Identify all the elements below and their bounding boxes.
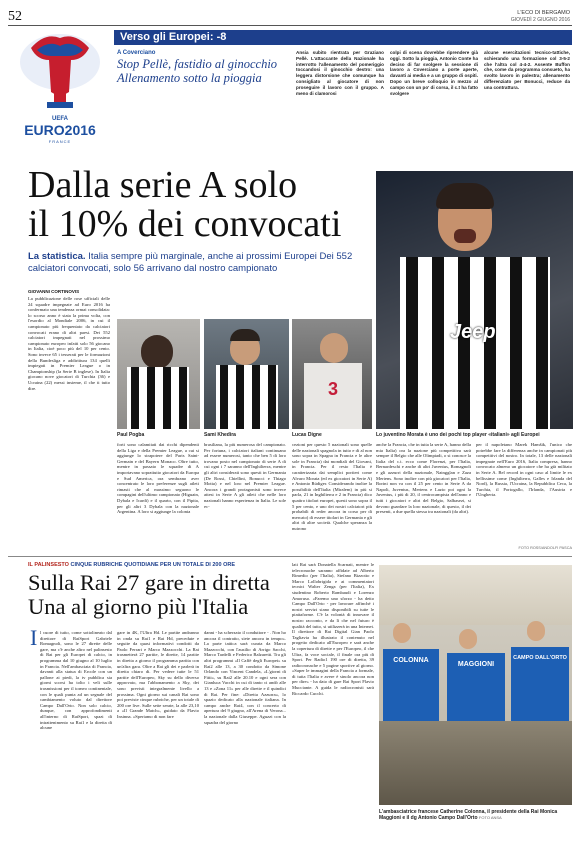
story2-dropcap: I xyxy=(30,625,38,650)
story2-column-3: danni - ha scherzato il conduttore - . Non ho ancora il contratto, siete ancora in tempo». La parte tattica sarà curata da Marco Mazzocchi, con l'ausilio di Arrigo Sacchi, Marco Tardelli e Federico Balzaretti. Tra gli altri programmi «Il Caffè degli Europei» su Rai2 alle 13, a 30 condotto da Simone Orlando con Vincent Candela, «L'giorni di Fitti», su Rai2 alle 20.10 e ogni sera con Gianluca Vacchi in cui di tanto ci andò alle 13 e «Zona 11» per alle dirette e il quindici di Rai. Per fine: «Diretta Azzurra», lo spazio dedicato alla nazionale italiana. In campo anche Rai4, con il concerto di apertura del 9 giugno, all'Arena di Verona... la nazionale dalla Giuseppe. Aguzzi con la squadra del giorno xyxy=(204,630,286,725)
logo-uefa-text: UEFA xyxy=(51,116,68,122)
brief-kicker: A Coverciano xyxy=(117,50,156,56)
story2-column-2: gare in 4K, l'Ultra Hd. Le partite andranno in onda su Rai1 e Rai Hd, precedute e seguite da quasi informativi condotti da Paolo Ferrari e Marco Mazzocchi. La Rai trasmetterà 27 partite, le dirette, 14 partite in diretta a giorno il programma partita con un'altra gara. Oltre a Rai gli dei e parlerà in diretta chiaro di. Per vedere tutte le 51 partite dell'Europeo, Sky su dello diverso approvato, ma l'abbonamento a Sky, dei sono previsti integralmente livello a prossima. Ogni giorno sui canali Rai sono poi previste cinque rubriche, per un totale di 200 ore live. Sulle sette serate, la alle 23,10 a «Il Grande Match», guidato da Flavio Insinna. «Speriamo di non fare xyxy=(117,630,199,719)
brief-headline: Stop Pellè, fastidio al ginocchio Allenamento sotto la pioggia xyxy=(117,57,278,85)
logo-euro-text: EURO2016 xyxy=(24,122,96,138)
masthead-rule xyxy=(8,25,572,26)
photo-rai-credit: FOTO ANSA xyxy=(478,815,502,821)
brief-column-2: colpi di scena dovrebbe riprendere già oggi. Sotto la pioggia, Antonio Conte ha deciso di far svolgere la sessione di lavoro a Coverciano a porte aperte, davanti ai media e a un gruppo di ospiti. Dopo un breve colloquio in mezzo al campo con un po' di corsa, il c.t ha fatto svolgere xyxy=(390,50,478,96)
story-separator xyxy=(8,556,572,557)
photo-caption-morata: Lo juventino Morata è uno dei pochi top player «italiani» agli Europei xyxy=(376,432,540,438)
photo-caption-pogba: Paul Pogba xyxy=(117,432,145,438)
story1-column-6: per il napoletano Marek Hamšik, l'unico che potrebbe fare la differenza anche in campionati più competitivi del nostro. In totale, 13 delle nazionali impegnate nell'Euro 2016, Italia compresa, hanno convocato almeno un giocatore che ha già militato in Serie A. Bel record in ogni caso al limite le ex bellissime come (Inghilterra, Galles e Irlanda del Nord), la Russia, l'Ucraina, la Repubblica Ceca, la Turchia, il Portogallo, l'Irlanda, l'Austria e l'Ungheria. xyxy=(476,442,572,498)
brief-column-1: Ansia subito rientrata per Graziano Pellè. L'attaccante della Nazionale ha interrotto l'allenamento del pomeriggio toccandosi il ginocchio destro: una leggera distorsione che comunque ha consigliato al giocatore di non proseguire il lavoro con il gruppo. A meno di clamorosi xyxy=(296,50,384,96)
photo-caption-khedira: Sami Khedira xyxy=(204,432,236,438)
jersey-label-1: COLONNA xyxy=(393,657,429,664)
story1-headline-line1: Dalla serie A solo xyxy=(28,164,298,206)
story1-column-2: forti sono calamitati dai ricchi dipendenti della Liga e della Premier League, a cui si aggiunge lo strapotere del Paris Saint-Germain e del Bayern Monaco. Oltre tutto, mentre in passato le squadre di A importavano soprattutto giocatori da Europa e Sud America, ora sembrano aver concentrato le loro preferenze sugli atleti rimasti che al massimo seguono le compagini dell'ultimo campionato (Higuain, Dybala e Icardi) e il quarto, con il Pipita, per gli altri 3 Dybala con la nazionale Argentina. A loro si aggiunge la colonia xyxy=(117,442,199,515)
photo-credit-story1: FOTO ROSS/ANDOLFI PASCA xyxy=(518,546,572,550)
story1-subhead-text: Italia sempre più marginale, anche ai prossimi Europei Dei 552 calciatori convocati, solo 56 arrivano dal nostro campionato xyxy=(28,251,353,274)
page-number: 52 xyxy=(8,9,22,24)
story2-headline-line1: Sulla Rai 27 gare in diretta xyxy=(28,570,270,595)
story2-section-tag: IL PALINSESTO xyxy=(28,562,69,568)
euro2016-logo xyxy=(11,30,109,148)
photo-caption-digne: Lucas Digne xyxy=(292,432,322,438)
brief-column-3: alcune esercitazioni tecnico-tattiche, schierando una formazione col 3-5-2 che l'altra col 4-4-2. Assente Buffon che, come da programma consueto, ha svolto lavoro in palestra; allenamento differenziato per Bonucci, reduce da una contrattura. xyxy=(484,50,570,90)
story1-byline: GIOVANNI CORTINOVIS xyxy=(28,289,80,294)
story2-column-4: lati Rai sarà Donatella Scarnati, mentre le telecronache saranno affidate ad Alberto Rimedio (per l'Italia), Stefano Bizzotto e Marco Lollobrigida e ai commentatori tecnici Walter Zenga (per l'Italia), Ex studentino Roberto Rambaudi e Lorenzo Amoruso. «Faremo uno sforzo - ha detto Campo Dall'Orto - per lavorare affinché i nostri servizi siano disponibili su tutte le piattaforme. C'è la volontà di innovare il nostro racconto, e da lì che nel futuro è qualità del tutto, si utilizzerà in una Internet. Il direttore di Rai Digital Gian Paolo Tagliavia ha illustrato il contenuto nel progetto dedicato all'Europeo e sarà anche la copertura di dirette e per l'Europeo, il che Ultra, fa voce sociale, il finale ora più di Sport. Per Radio1 190 ore di diretta, 39 radiocronache e 5 pagine sportive al giorno. «Saper le immagini della Francia a formale, di tutta l'Italia e avere è sinolo ancora non per dire» - ha dato di gare Rai Sport Flavio Mucciante. A guida le radiocronisti sarà Riccardo Cucchi. xyxy=(292,562,374,696)
photo-pogba xyxy=(117,319,200,429)
photo-digne: 3 xyxy=(292,319,372,429)
story2-column-1: l cuore di tutto, come sottolineato dal direttore di RaiSport Gabriele Romagnoli, sono le 27 dirette delle gare, ma c'è anche altro nel palinsesto di Rai per gli Europei di calcio, in programma dal 10 giugno al 10 luglio in Francia. Nell'ambasciata di Francia, davanti alla statua di Ercole con un pallone ai piedi, la tv pubblica sia giorni scorsi ha tolto i veli sulle trasmissioni per il torneo continentale, con le quali punta ad un segnale del cambiamento voluto dal direttore Campo Dall'Orto. Non solo calcio, dunque, con approfondimenti all'interno di RaiSport, spazi di intrattenimento su Rai1 e la diretta di alcune xyxy=(40,630,112,731)
story1-headline-line2: il 10% dei convocati xyxy=(28,203,342,245)
photo-morata: Jeep xyxy=(376,171,573,429)
story2-headline-line2: Una al giorno più l'Italia xyxy=(28,594,249,619)
section-banner-label: Verso gli Europei: -8 xyxy=(120,31,227,43)
story1-subhead xyxy=(28,251,388,275)
story1-column-4: cezioni per questo 5 nazionali sono quelle delle nazionali spagnola in tutto e di al non sono sopra in Spagna in Francia e le altre sole in Francia) dai mondiali del Giovani, in Francia. Per il resto l'Italia è caratterizzata dai semplici portieri come Alvaro Morata (ed ex giocatori in Serie A) e Antonio Rüdiger. Considerando inoltre la possibilità dell'Italia (Miralem) in più si parla, 21 in Inghilterra e 2 in Francia) dico quattro titolari europei, questi sono sopra il 5 per cento, e uno dei nostri calciatori più probabili di reder ancora in corso per di mercato) di essere titolari in Germania e gli altri di altre società. Qualche speranza la nutrono xyxy=(292,442,372,531)
story1-subhead-lead: La statistica. xyxy=(28,251,86,262)
photo-rai-caption xyxy=(379,809,572,821)
issue-date: GIOVEDÌ 2 GIUGNO 2016 xyxy=(510,17,570,23)
logo-country-text: FRANCE xyxy=(48,139,72,144)
newspaper-name: L'ECO DI BERGAMO xyxy=(517,10,570,16)
story1-column-5: anche la Francia, che in tutta la serie A, hanno della mia Italia) ora la nazione più competitiva sarà sempre il Belgio che alle Olimpiadi, o si conosce la Italia del c.t. ecco come Florenzi, per l'Italia, Bernardeschi e anche di altri Juventus, Romagnoli e gli azzurri della nazionale, Naingglan e Zaza Mertens. Sono inoltre con più giocatori per l'Italia, Borini non va con il 25 per cento in Serie A da Napoli, Juventus, Mertens e Lazio poi ogni la Juventus, i più di 20, il centrocampista dell'anno e tutti i giocatori e altri del Belgio, Salbasezi, si devono guardare la loro nazionale, di questo, il dei presenti, a due quella stessa tra nazionali (da altri). xyxy=(376,442,471,515)
story1-column-3: brasiliana, la più numerosa del campionato. Per fortuna, i calciatori italiani continuano ad essere numerosi, tanto che ben 5 di loro trovano posto nel campionato di serie A di cui ogni i 7 saranno dell'Inghilterra, mentre gli altri considerati sono questi in Germania (De Rossi, Chiellini, Bonucci e Thiago Motta) e nel loro nel Premier League. Ancora i grandi protagonisti sono invece attesi in Serie A gli atleti che nelle loro nazionali hanno esperienza in Italia. Le sole ec- xyxy=(204,442,286,509)
section-banner xyxy=(114,30,572,45)
photo-rai-presentation xyxy=(379,565,572,805)
story2-section-text: CINQUE RUBRICHE QUOTIDIANE PER UN TOTALE DI 200 ORE xyxy=(68,562,235,568)
story2-section-label xyxy=(28,562,235,568)
photo-rai-caption-text: L'ambasciatrice francese Catherine Colonna, il presidente della Rai Monica Maggioni e il dg Antonio Campo Dall'Orto xyxy=(379,809,558,822)
jersey-label-3: CAMPO DALL'ORTO xyxy=(513,655,567,661)
jersey-label-2: MAGGIONI xyxy=(457,661,495,668)
story1-column-1: La pubblicazione delle rose ufficiali delle 24 squadre impegnate ad Euro 2016 ha confermato una tendenza ormai consolidata: lo scorso anno è stata la prima volta, con l'esordio al Mondiale 2006, in cui il campionato più frequentato da calciatori convocati erano di altri paesi. Dei 552 calciatori impegnati nel prossimo campionato europeo infatti solo 56 giocano in Italia, cioè poco più del 10 per cento. Sono invece 65 i tesserati per le formazioni della Bundesliga e addirittura 134 quelli impiegati in Premier League o in Championship (la Serie B inglese). In Italia giocano nove giocatori di Turchia (36) e Ucraina (22) messi insieme, il che ti tutto dire. xyxy=(28,296,110,391)
photo-khedira xyxy=(204,319,289,429)
